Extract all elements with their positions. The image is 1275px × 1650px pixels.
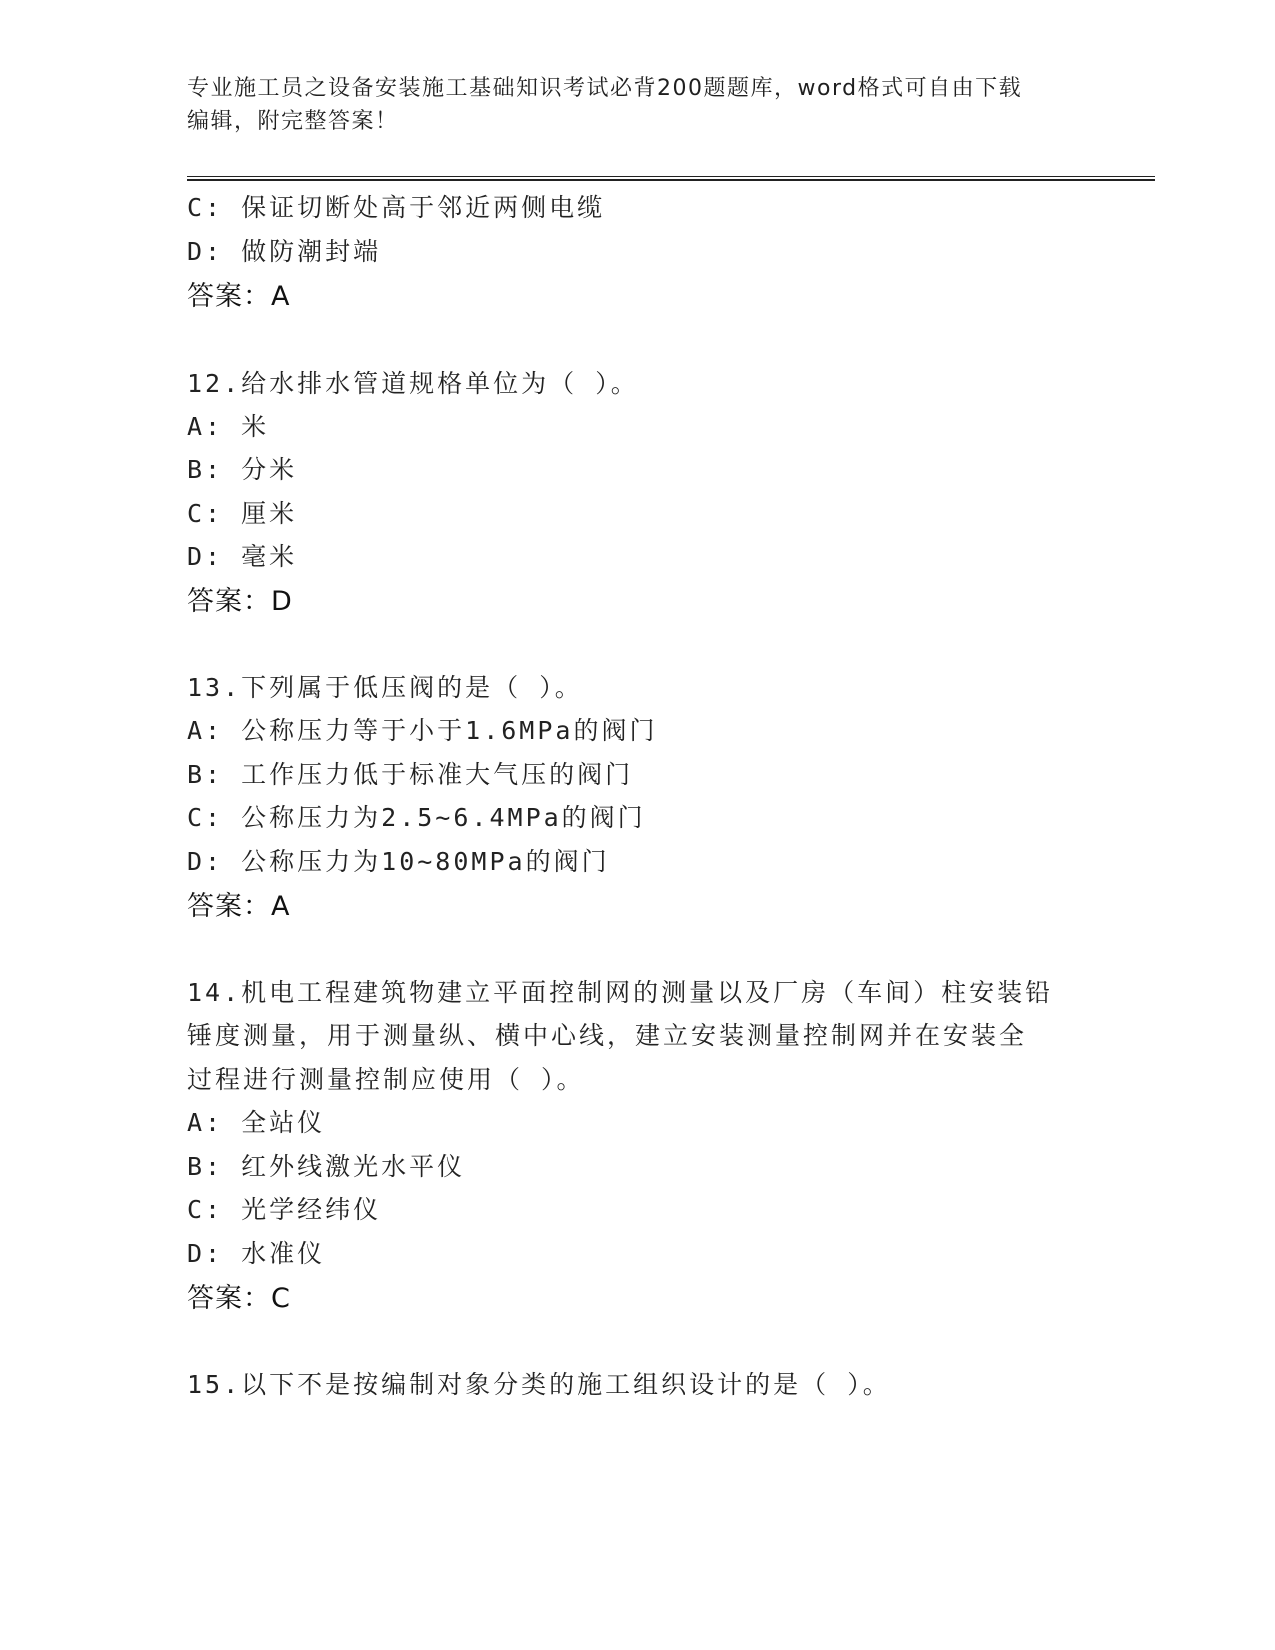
option-c: C: 厘米: [187, 499, 298, 528]
option-a: A: 公称压力等于小于1.6MPa的阀门: [187, 716, 658, 745]
answer-line: 答案：C: [187, 1283, 291, 1314]
answer-line: 答案：D: [187, 586, 293, 617]
option-b: B: 工作压力低于标准大气压的阀门: [187, 760, 634, 789]
option-d: D: 做防潮封端: [187, 237, 382, 266]
option-d: D: 水准仪: [187, 1239, 326, 1268]
option-d: D: 公称压力为10~80MPa的阀门: [187, 847, 610, 876]
question-15-text: 15.以下不是按编制对象分类的施工组织设计的是（ ）。: [187, 1370, 891, 1399]
option-a: A: 米: [187, 412, 270, 441]
document-header: [187, 72, 1087, 138]
option-a: A: 全站仪: [187, 1108, 326, 1137]
option-c: C: 保证切断处高于邻近两侧电缆: [187, 193, 606, 222]
question-14-text-line-1: 14.机电工程建筑物建立平面控制网的测量以及厂房（车间）柱安装铅: [187, 978, 1054, 1007]
question-13-text: 13.下列属于低压阀的是（ ）。: [187, 673, 583, 702]
question-12-text: 12.给水排水管道规格单位为（ ）。: [187, 369, 639, 398]
question-14-text-line-2: 锤度测量，用于测量纵、横中心线，建立安装测量控制网并在安装全: [187, 1021, 1028, 1050]
question-14-text-line-3: 过程进行测量控制应使用（ ）。: [187, 1065, 585, 1094]
answer-line: 答案：A: [187, 281, 291, 312]
answer-line: 答案：A: [187, 891, 291, 922]
header-double-rule: [187, 176, 1155, 181]
header-title-line-2: 编辑，附完整答案！: [187, 109, 399, 134]
option-d: D: 毫米: [187, 542, 298, 571]
option-b: B: 分米: [187, 455, 298, 484]
option-b: B: 红外线激光水平仪: [187, 1152, 466, 1181]
header-title-line-1: 专业施工员之设备安装施工基础知识考试必背200题题库，word格式可自由下载: [187, 76, 1023, 101]
option-c: C: 公称压力为2.5~6.4MPa的阀门: [187, 803, 646, 832]
option-c: C: 光学经纬仪: [187, 1195, 382, 1224]
